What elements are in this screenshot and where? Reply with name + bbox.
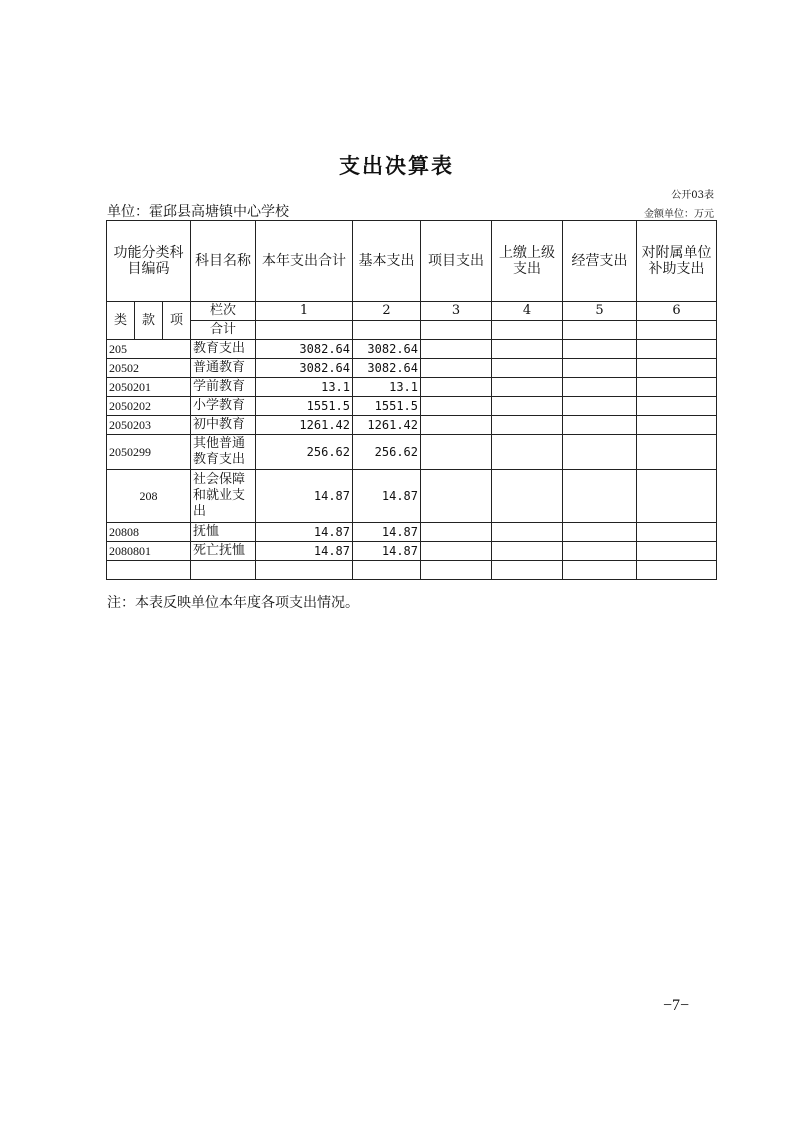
- table-cell: [492, 321, 563, 340]
- row-code: 2050202: [107, 397, 191, 416]
- row-code: 20808: [107, 523, 191, 542]
- col-number: 3: [421, 302, 492, 321]
- table-row: [107, 359, 717, 378]
- row-total: 13.1: [256, 378, 353, 397]
- table-note: 注：本表反映单位本年度各项支出情况。: [107, 595, 359, 611]
- col-number: 6: [637, 302, 717, 321]
- col-number: 5: [563, 302, 637, 321]
- table-cell: [421, 321, 492, 340]
- row-total: 14.87: [256, 523, 353, 542]
- table-row: [107, 435, 717, 470]
- col-number: 2: [353, 302, 421, 321]
- row-basic: 1551.5: [353, 397, 421, 416]
- sub-header-heji: 合计: [191, 321, 256, 340]
- table-cell: [637, 321, 717, 340]
- sub-header-kuan: 款: [135, 302, 163, 340]
- row-total: 14.87: [256, 470, 353, 523]
- expenditure-table: [106, 220, 717, 580]
- row-basic: 14.87: [353, 470, 421, 523]
- row-total: 1261.42: [256, 416, 353, 435]
- row-code: 2050203: [107, 416, 191, 435]
- table-row: [107, 397, 717, 416]
- sub-header-xiang: 项: [163, 302, 191, 340]
- table-row: [107, 416, 717, 435]
- row-basic: 14.87: [353, 542, 421, 561]
- table-cell: [353, 321, 421, 340]
- blank-row: [107, 561, 717, 580]
- row-basic: 3082.64: [353, 340, 421, 359]
- total-row: [107, 321, 717, 340]
- header-upper: 上缴上级支出: [492, 221, 563, 302]
- table-row: [107, 523, 717, 542]
- row-code: 20502: [107, 359, 191, 378]
- header-row: [107, 221, 717, 302]
- header-project: 项目支出: [421, 221, 492, 302]
- header-code: 功能分类科目编码: [107, 221, 191, 302]
- row-total: 14.87: [256, 542, 353, 561]
- amount-unit-label: 金额单位：万元: [644, 209, 714, 220]
- sub-header-lei: 类: [107, 302, 135, 340]
- row-name: 社会保障和就业支出: [191, 470, 256, 523]
- row-total: 1551.5: [256, 397, 353, 416]
- table-row: [107, 378, 717, 397]
- row-basic: 3082.64: [353, 359, 421, 378]
- form-code: 公开03表: [671, 190, 714, 201]
- page-number: −7−: [663, 997, 690, 1014]
- header-name: 科目名称: [191, 221, 256, 302]
- table-row: [107, 542, 717, 561]
- row-name: 学前教育: [191, 378, 256, 397]
- row-total: 256.62: [256, 435, 353, 470]
- header-business: 经营支出: [563, 221, 637, 302]
- row-name: 死亡抚恤: [191, 542, 256, 561]
- row-basic: 256.62: [353, 435, 421, 470]
- table-row: [107, 470, 717, 523]
- row-code: 2050201: [107, 378, 191, 397]
- row-name: 其他普通教育支出: [191, 435, 256, 470]
- row-code: 2050299: [107, 435, 191, 470]
- page-title: 支出决算表: [339, 154, 454, 178]
- row-name: 初中教育: [191, 416, 256, 435]
- table-cell: [256, 321, 353, 340]
- col-number: 1: [256, 302, 353, 321]
- row-name: 抚恤: [191, 523, 256, 542]
- row-code: 2080801: [107, 542, 191, 561]
- row-name: 小学教育: [191, 397, 256, 416]
- unit-label: 单位：霍邱县高塘镇中心学校: [107, 204, 289, 220]
- header-subsidy: 对附属单位补助支出: [637, 221, 717, 302]
- row-basic: 1261.42: [353, 416, 421, 435]
- row-name: 教育支出: [191, 340, 256, 359]
- table-cell: [563, 321, 637, 340]
- row-code: 205: [107, 340, 191, 359]
- col-number: 4: [492, 302, 563, 321]
- row-total: 3082.64: [256, 359, 353, 378]
- table-row: [107, 340, 717, 359]
- column-number-row: [107, 302, 717, 321]
- row-basic: 13.1: [353, 378, 421, 397]
- header-total: 本年支出合计: [256, 221, 353, 302]
- row-basic: 14.87: [353, 523, 421, 542]
- row-code: 208: [107, 470, 191, 523]
- row-total: 3082.64: [256, 340, 353, 359]
- header-basic: 基本支出: [353, 221, 421, 302]
- sub-header-lanci: 栏次: [191, 302, 256, 321]
- row-name: 普通教育: [191, 359, 256, 378]
